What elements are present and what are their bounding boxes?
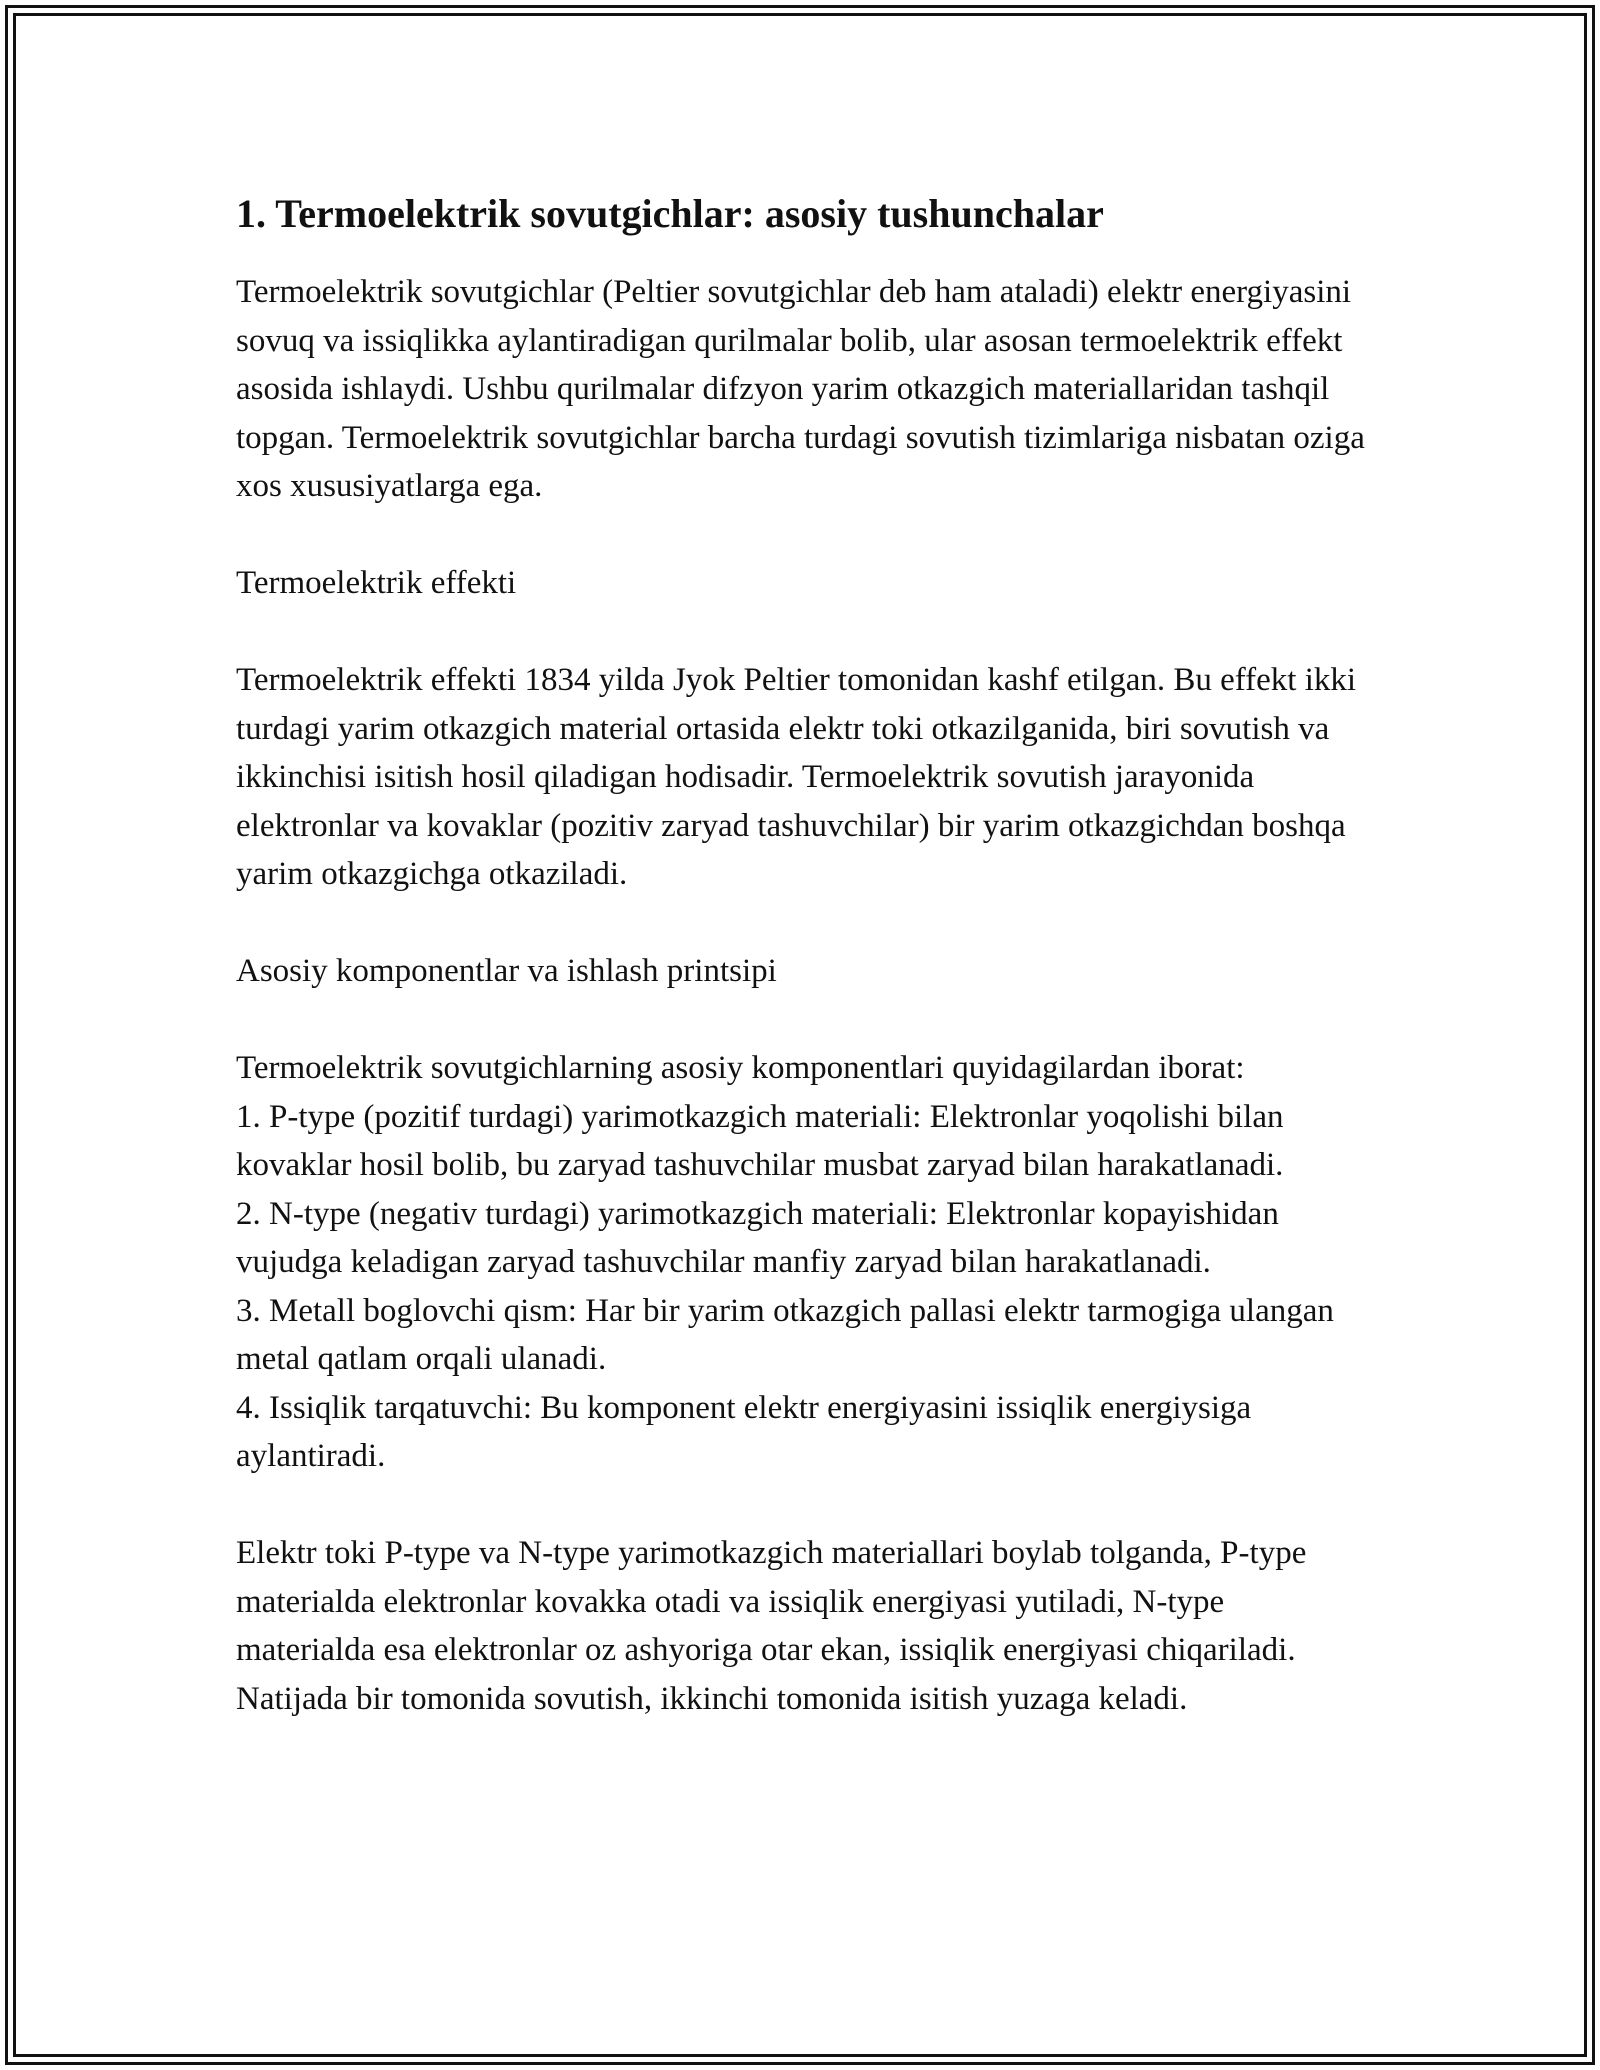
- list-item: 4. Issiqlik tarqatuvchi: Bu komponent elektr energiyasini issiqlik energiysiga aylantiradi.: [236, 1389, 1252, 1474]
- paragraph-spacer: [236, 608, 1366, 657]
- paragraph-spacer: [236, 996, 1366, 1045]
- components-intro: Termoelektrik sovutgichlarning asosiy komponentlari quyidagilardan iborat:: [236, 1050, 1245, 1086]
- effect-paragraph: Termoelektrik effekti 1834 yilda Jyok Peltier tomonidan kashf etilgan. Bu effekt ikki turdagi yarim otkazgich material ortasida elektr toki otkazilganida, biri sovutish va ikkinchisi isitish hosil qiladigan hodisadir. Termoelektrik sovutish jarayonida elektronlar va kovaklar (pozitiv zaryad tashuvchilar) bir yarim otkazgichdan boshqa yarim otkazgichga otkaziladi.: [236, 662, 1357, 892]
- paragraph-spacer: [236, 1481, 1366, 1530]
- list-item: 1. P-type (pozitif turdagi) yarimotkazgich materiali: Elektronlar yoqolishi bilan kovaklar hosil bolib, bu zaryad tashuvchilar musbat zaryad bilan harakatlanadi.: [236, 1098, 1284, 1183]
- list-item: 3. Metall boglovchi qism: Har bir yarim otkazgich pallasi elektr tarmogiga ulangan metal qatlam orqali ulanadi.: [236, 1292, 1334, 1377]
- paragraph-spacer: [236, 899, 1366, 948]
- section-heading-components: Asosiy komponentlar va ishlash printsipi: [236, 953, 777, 989]
- document-body: [236, 186, 1366, 1723]
- section-heading-effect: Termoelektrik effekti: [236, 565, 517, 601]
- list-item: 2. N-type (negativ turdagi) yarimotkazgich materiali: Elektronlar kopayishidan vujudga keladigan zaryad tashuvchilar manfiy zaryad bilan harakatlanadi.: [236, 1195, 1279, 1280]
- conclusion-paragraph: Elektr toki P-type va N-type yarimotkazgich materiallari boylab tolganda, P-type materialda elektronlar kovakka otadi va issiqlik energiyasi yutiladi, N-type materialda esa elektronlar oz ashyoriga otar ekan, issiqlik energiyasi chiqariladi. Natijada bir tomonida sovutish, ikkinchi tomonida isitish yuzaga keladi.: [236, 1535, 1307, 1717]
- paragraph-spacer: [236, 511, 1366, 560]
- page-title: 1. Termoelektrik sovutgichlar: asosiy tushunchalar: [236, 191, 1104, 236]
- intro-paragraph: Termoelektrik sovutgichlar (Peltier sovutgichlar deb ham ataladi) elektr energiyasini sovuq va issiqlikka aylantiradigan qurilmalar bolib, ular asosan termoelektrik effekt asosida ishlaydi. Ushbu qurilmalar difzyon yarim otkazgich materiallaridan tashqil topgan. Termoelektrik sovutgichlar barcha turdagi sovutish tizimlariga nisbatan oziga xos xususiyatlarga ega.: [236, 274, 1365, 504]
